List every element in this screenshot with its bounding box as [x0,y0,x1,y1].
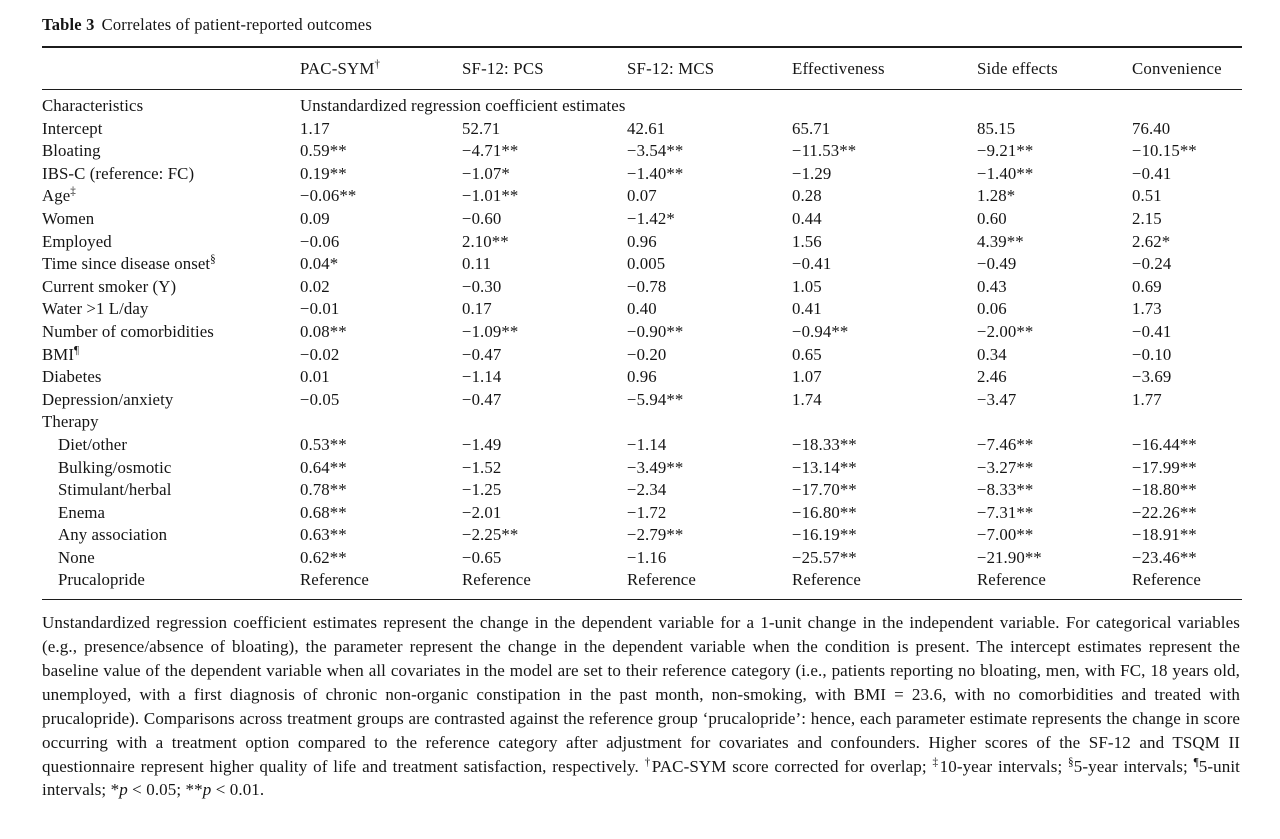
value-cell: 1.07 [792,367,822,387]
table-header [42,47,1242,90]
row-label: Age‡ [42,185,76,206]
value-cell: 0.53** [300,434,347,454]
value-cell: 1.77 [1132,389,1162,409]
value-cell: Reference [627,569,792,599]
value-cell: 0.08** [300,321,347,341]
value-cell: 1.17 [300,118,330,138]
value-cell: Reference [792,569,977,599]
value-cell: −7.00** [977,525,1034,545]
value-cell: −2.25** [462,525,519,545]
value-cell: −0.47 [462,344,502,364]
value-cell: 0.60 [977,208,1007,228]
value-cell: −0.60 [462,208,502,228]
table-row [42,547,1242,570]
row-label: Stimulant/herbal [58,480,172,500]
row-label: Bulking/osmotic [58,457,172,477]
value-cell: −1.07* [462,163,510,183]
table-number: Table 3 [42,15,95,34]
value-cell: 0.04* [300,254,339,274]
value-cell: 2.10** [462,231,509,251]
table-footnote [42,611,1240,802]
value-cell: −16.80** [792,502,857,522]
value-cell: −1.49 [462,434,502,454]
value-cell: −0.01 [300,299,340,319]
row-label: Depression/anxiety [42,389,174,409]
value-cell: −0.10 [1132,344,1172,364]
footnote-segment: < 0.05; ** [127,780,203,800]
table-row [42,163,1242,186]
value-cell: 65.71 [792,118,831,138]
row-label: Time since disease onset§ [42,253,216,274]
value-cell: −16.44** [1132,434,1197,454]
value-cell: 0.07 [627,186,657,206]
value-cell: −3.47 [977,389,1017,409]
value-cell: −0.90** [627,321,684,341]
value-cell: −7.31** [977,502,1034,522]
column-header [42,47,300,90]
value-cell: −0.20 [627,344,667,364]
value-cell: 0.34 [977,344,1007,364]
value-cell: −0.41 [1132,163,1172,183]
table-row [42,185,1242,208]
row-label: Bloating [42,141,101,161]
value-cell: Reference [1132,569,1242,599]
value-cell: −2.00** [977,321,1034,341]
value-cell: 4.39** [977,231,1024,251]
column-header: SF-12: PCS [462,47,627,90]
row-label: Water >1 L/day [42,299,149,319]
value-cell: 0.64** [300,457,347,477]
value-cell: 1.56 [792,231,822,251]
value-cell: −1.14 [627,434,667,454]
value-cell: 0.78** [300,480,347,500]
value-cell: −0.24 [1132,254,1172,274]
table-row [42,411,1242,434]
table-row [42,276,1242,299]
value-cell: 0.44 [792,208,822,228]
value-cell: −4.71** [462,141,519,161]
table-row [42,321,1242,344]
value-cell: −11.53** [792,141,857,161]
row-label: Enema [58,502,106,522]
value-cell: −1.52 [462,457,502,477]
value-cell: −18.91** [1132,525,1197,545]
value-cell [462,411,627,434]
value-cell: −1.01** [462,186,519,206]
value-cell: 0.51 [1132,186,1162,206]
value-cell [792,411,977,434]
value-cell: 1.28* [977,186,1016,206]
value-cell: 0.01 [300,367,330,387]
value-cell: −2.01 [462,502,502,522]
value-cell: −1.72 [627,502,667,522]
span-cell: Unstandardized regression coefficient estimates [300,96,626,115]
value-cell: −0.65 [462,547,502,567]
footnote-segment: ¶ [1193,755,1199,768]
value-cell: −0.05 [300,389,340,409]
value-cell: −10.15** [1132,141,1197,161]
value-cell: −7.46** [977,434,1034,454]
table-row [42,389,1242,412]
value-cell: 0.63** [300,525,347,545]
value-cell: 0.09 [300,208,330,228]
value-cell [627,411,792,434]
value-cell: −0.06 [300,231,340,251]
value-cell: −0.06** [300,186,357,206]
value-cell: −18.80** [1132,480,1197,500]
table-row [42,208,1242,231]
table-row [42,90,1242,118]
value-cell: 0.40 [627,299,657,319]
value-cell [977,411,1132,434]
table-row [42,457,1242,480]
footnote-segment: PAC-SYM score corrected for overlap; [651,756,933,776]
value-cell: −0.94** [792,321,849,341]
table-row [42,524,1242,547]
value-cell: 52.71 [462,118,501,138]
value-cell: −0.47 [462,389,502,409]
value-cell: −3.27** [977,457,1034,477]
value-cell: 2.62* [1132,231,1171,251]
column-header: Convenience [1132,47,1242,90]
column-header: PAC-SYM† [300,47,462,90]
table-row [42,253,1242,276]
value-cell: 1.73 [1132,299,1162,319]
row-label: Any association [58,525,168,545]
value-cell: −3.54** [627,141,684,161]
value-cell: 0.68** [300,502,347,522]
value-cell: −0.02 [300,344,340,364]
table-row [42,366,1242,389]
value-cell: 0.62** [300,547,347,567]
value-cell: −0.30 [462,276,502,296]
row-label: BMI¶ [42,343,80,364]
table-caption: Correlates of patient-reported outcomes [101,15,372,34]
table-row [42,298,1242,321]
value-cell [300,411,462,434]
value-cell: −1.40** [977,163,1034,183]
value-cell: 0.65 [792,344,822,364]
value-cell: −17.70** [792,480,857,500]
value-cell: −22.26** [1132,502,1197,522]
table-body [42,90,1242,600]
value-cell: −1.40** [627,163,684,183]
table-row [42,118,1242,141]
value-cell: Reference [300,569,462,599]
value-cell: 0.17 [462,299,492,319]
value-cell: 2.15 [1132,208,1162,228]
row-label: Current smoker (Y) [42,276,177,296]
value-cell: 0.28 [792,186,822,206]
value-cell: 42.61 [627,118,666,138]
value-cell: −17.99** [1132,457,1197,477]
value-cell: 0.11 [462,254,492,274]
column-header: Effectiveness [792,47,977,90]
value-cell: −1.09** [462,321,519,341]
value-cell: −1.29 [792,163,832,183]
footnote-segment: < 0.01. [211,780,265,800]
value-cell: −9.21** [977,141,1034,161]
row-label: Number of comorbidities [42,321,214,341]
row-label: Diabetes [42,367,102,387]
row-label: Therapy [42,412,99,432]
footnote-segment: ‡ [932,755,940,768]
table-title [42,15,1240,35]
footnote-segment: Unstandardized regression coefficient estimates represent the change in the dependent variable for a 1-unit change in the independent variable. For categorical variables (e.g., presence/absence of bloating), the parameter represent the change in the dependent variable when the condition is present. The intercept estimates represent the baseline value of the dependent variable when all covariates in the model are set to their reference category (i.e., patients reporting no bloating, men, with FC, 18 years old, unemployed, with a first diagnosis of chronic non-organic constipation in the past month, non-smoking, with BMI = 23.6, with no comorbidities and treated with prucalopride). Comparisons across treatment groups are contrasted against the reference group ‘prucalopride’: hence, each parameter estimate represents the change in score occurring with a treatment option compared to the reference category after adjustment for covariates and confounders. Higher scores of the SF-12 and TSQM II questionnaire represent higher quality of life and treatment satisfaction, respectively. [42,613,1240,776]
footnote-segment: 10-year intervals; [939,756,1069,776]
value-cell: −16.19** [792,525,857,545]
value-cell: −0.78 [627,276,667,296]
footnote-segment: 5-year intervals; [1073,756,1194,776]
value-cell: −5.94** [627,389,684,409]
value-cell: Reference [462,569,627,599]
column-header: Side effects [977,47,1132,90]
row-label: Characteristics [42,96,144,115]
value-cell: −0.41 [1132,321,1172,341]
value-cell: −8.33** [977,480,1034,500]
table-row [42,502,1242,525]
value-cell: 0.02 [300,276,330,296]
value-cell: −18.33** [792,434,857,454]
value-cell: 2.46 [977,367,1007,387]
value-cell: −0.49 [977,254,1017,274]
value-cell: −13.14** [792,457,857,477]
footnote-segment: † [644,755,652,768]
value-cell: 0.96 [627,367,657,387]
table-row [42,434,1242,457]
footnote-segment: § [1068,755,1074,768]
row-label: Diet/other [58,434,128,454]
footnote-segment: p [119,780,128,800]
value-cell: −1.16 [627,547,667,567]
value-cell [1132,411,1242,434]
footnote-segment: p [202,780,212,800]
value-cell: −25.57** [792,547,857,567]
value-cell: −3.49** [627,457,684,477]
value-cell: 1.74 [792,389,822,409]
table-row [42,569,1242,599]
row-label: Prucalopride [42,569,300,599]
outcomes-table [42,46,1242,600]
value-cell: 0.43 [977,276,1007,296]
table-row [42,344,1242,367]
column-header: SF-12: MCS [627,47,792,90]
table-row [42,140,1242,163]
footnote-segment: 5-unit intervals; * [42,756,1240,800]
value-cell: −2.79** [627,525,684,545]
value-cell: 0.59** [300,141,347,161]
value-cell: −23.46** [1132,547,1197,567]
value-cell: 0.41 [792,299,822,319]
value-cell: 1.05 [792,276,822,296]
header-row [42,47,1242,90]
value-cell: −2.34 [627,480,667,500]
value-cell: 0.69 [1132,276,1162,296]
value-cell: 0.06 [977,299,1007,319]
value-cell: 85.15 [977,118,1016,138]
value-cell: 0.96 [627,231,657,251]
value-cell: −1.42* [627,208,675,228]
value-cell: −1.14 [462,367,502,387]
value-cell: −1.25 [462,480,502,500]
value-cell: 76.40 [1132,118,1171,138]
value-cell: −3.69 [1132,367,1172,387]
value-cell: Reference [977,569,1132,599]
value-cell: 0.005 [627,254,666,274]
value-cell: −21.90** [977,547,1042,567]
table-row [42,231,1242,254]
value-cell: 0.19** [300,163,347,183]
table-row [42,479,1242,502]
row-label: Women [42,208,95,228]
row-label: IBS-C (reference: FC) [42,163,195,183]
row-label: Intercept [42,118,103,138]
row-label: Employed [42,231,112,251]
row-label: None [58,547,95,567]
value-cell: −0.41 [792,254,832,274]
